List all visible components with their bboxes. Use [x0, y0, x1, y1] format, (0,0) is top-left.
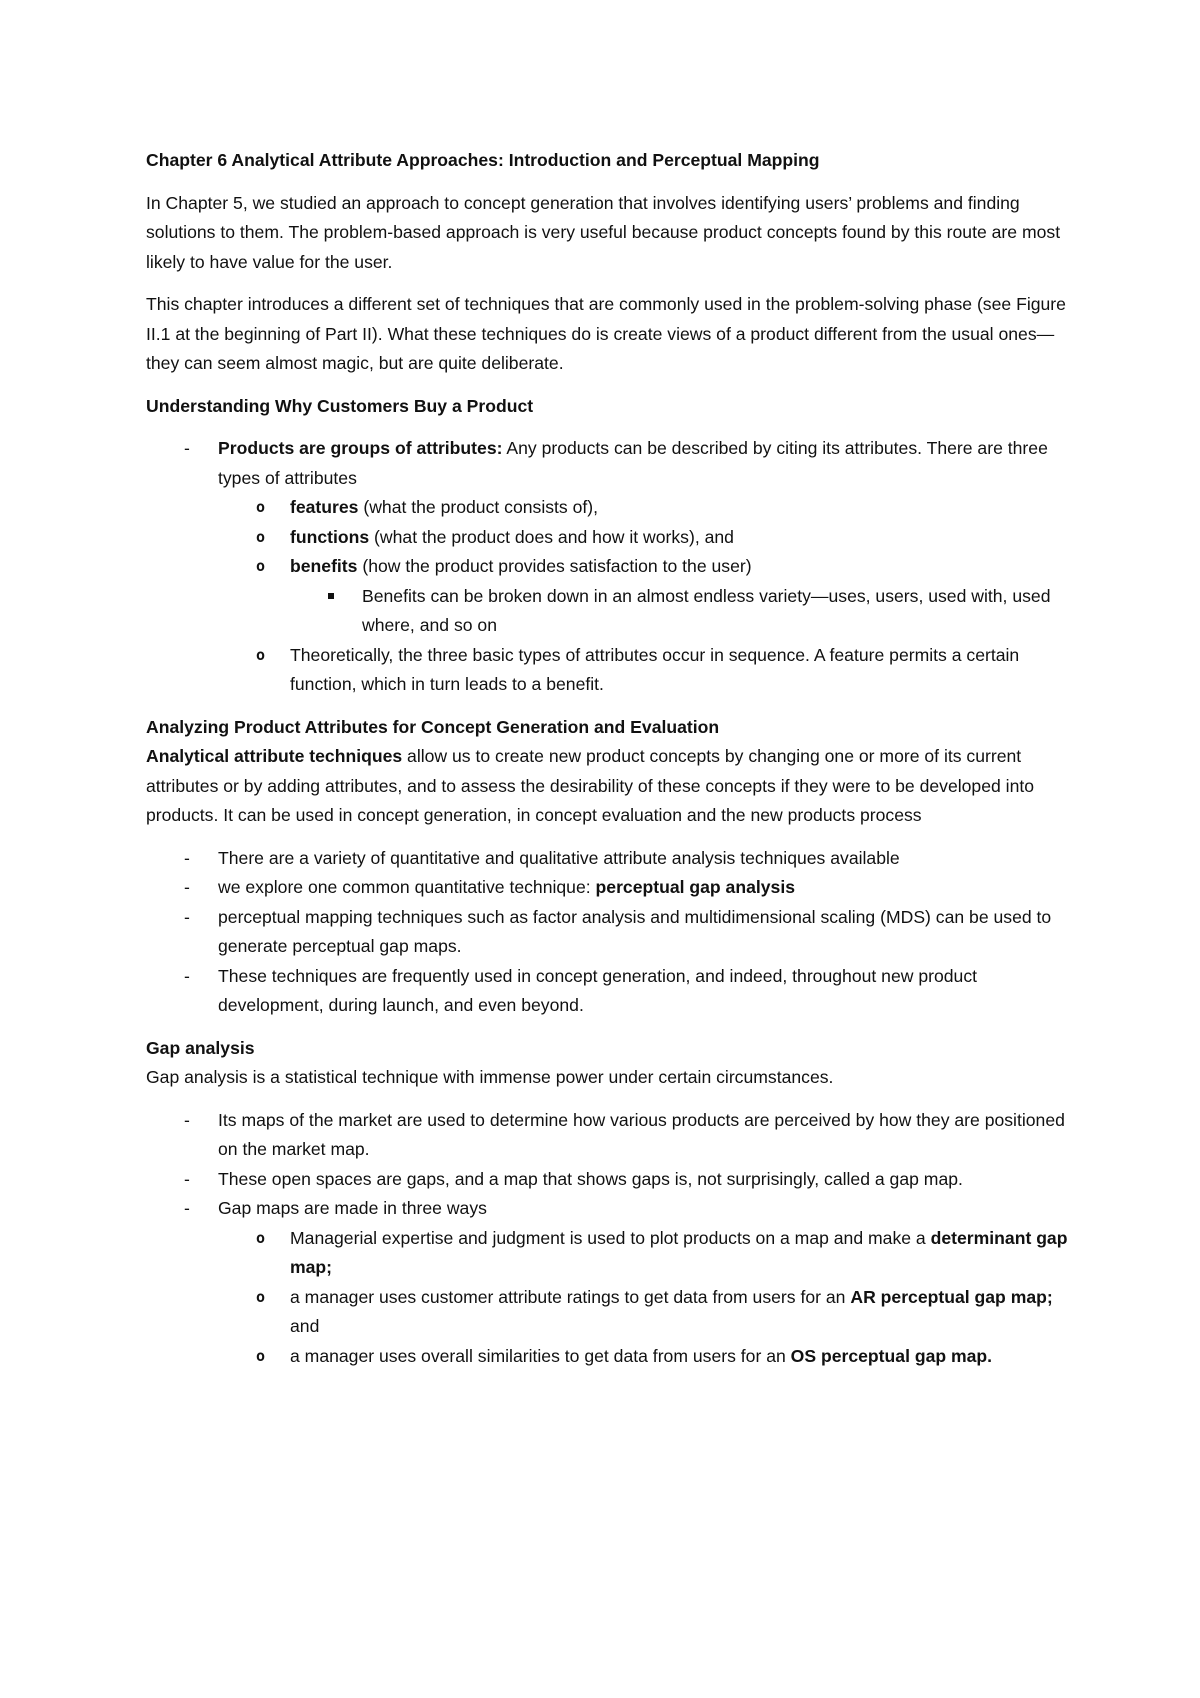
list-text: Its maps of the market are used to determine how various products are perceived by how they are positioned on the market map. [218, 1109, 1065, 1159]
square-bullet-icon [328, 593, 334, 599]
benefit-detail: Benefits can be broken down in an almost endless variety—uses, users, used with, used where, and so on [362, 585, 1051, 635]
benefits-sublist [290, 582, 1076, 641]
list-text: There are a variety of quantitative and qualitative attribute analysis techniques available [218, 847, 900, 868]
attributes-list [146, 434, 1076, 700]
list-item [146, 962, 1076, 1021]
document-page [146, 146, 1076, 1371]
sequence-text: Theoretically, the three basic types of attributes occur in sequence. A feature permits a certain function, which in turn leads to a benefit. [290, 644, 1020, 694]
type-term: features [290, 497, 359, 517]
list-bold-term: perceptual gap analysis [595, 877, 796, 897]
analytical-description: allow us to create new product concepts by changing one or more of its current attributes or by adding attributes, and to assess the desirability of these concepts if they were to be developed into products. It can be used in concept generation, in concept evaluation and the new products process [146, 746, 1035, 825]
attributes-description: Any products can be described by citing its attributes. There are three types of attributes [218, 438, 1048, 488]
list-item [218, 1224, 1076, 1283]
dash-bullet: - [184, 1109, 190, 1130]
list-item [146, 1165, 1076, 1195]
list-item [146, 1106, 1076, 1165]
list-item [146, 903, 1076, 962]
list-item [218, 493, 1076, 523]
dash-bullet: - [184, 847, 190, 868]
list-item [146, 873, 1076, 903]
list-text: These open spaces are gaps, and a map that shows gaps is, not surprisingly, called a gap map. [218, 1168, 963, 1189]
way-text: a manager uses customer attribute ratings to get data from users for an [290, 1286, 851, 1307]
dash-bullet: - [184, 1198, 190, 1218]
circle-bullet: o [256, 527, 266, 546]
way-text: Managerial expertise and judgment is used to plot products on a map and make a [290, 1227, 931, 1248]
dash-bullet: - [184, 965, 190, 986]
way-bold-term: determinant gap map; [290, 1227, 1068, 1277]
list-item [146, 434, 1076, 700]
type-description: (how the product provides satisfaction to the user) [357, 556, 752, 576]
techniques-list [146, 844, 1076, 1021]
intro-paragraph-1: In Chapter 5, we studied an approach to concept generation that involves identifying users’ problems and finding solutions to them. The problem-based approach is very useful because product concepts found by this route are most likely to have value for the user. [146, 192, 1061, 272]
list-item [290, 582, 1076, 641]
gap-map-ways-list [218, 1224, 1076, 1372]
analytical-term: Analytical attribute techniques [146, 746, 403, 766]
way-text: a manager uses overall similarities to get data from users for an [290, 1345, 791, 1366]
way-bold-term: OS perceptual gap map. [790, 1345, 993, 1366]
list-item [218, 1342, 1076, 1372]
chapter-title: Chapter 6 Analytical Attribute Approaches: Introduction and Perceptual Mapping [146, 150, 820, 170]
list-item [218, 641, 1076, 700]
list-text: we explore one common quantitative technique: [218, 877, 596, 897]
section-heading-understanding: Understanding Why Customers Buy a Product [146, 395, 534, 416]
circle-bullet: o [256, 1228, 266, 1247]
dash-bullet: - [184, 906, 190, 927]
list-text: These techniques are frequently used in concept generation, and indeed, throughout new product development, during launch, and even beyond. [218, 965, 978, 1015]
section-heading-gap-analysis: Gap analysis [146, 1037, 255, 1058]
analytical-paragraph [146, 742, 1076, 831]
way-tail: and [290, 1316, 320, 1336]
circle-bullet: o [256, 645, 266, 664]
attribute-types-list [218, 493, 1076, 700]
circle-bullet: o [256, 1346, 266, 1365]
dash-bullet: - [184, 1168, 190, 1189]
circle-bullet: o [256, 498, 266, 516]
list-item [146, 844, 1076, 874]
type-description: (what the product consists of), [358, 497, 599, 517]
way-bold-term: AR perceptual gap map; [850, 1286, 1053, 1307]
type-term: functions [290, 526, 370, 547]
list-text: perceptual mapping techniques such as factor analysis and multidimensional scaling (MDS) can be used to generate perceptual gap maps. [218, 906, 1052, 956]
dash-bullet: - [184, 877, 190, 897]
attributes-term: Products are groups of attributes: [218, 438, 503, 458]
list-text: Gap maps are made in three ways [218, 1198, 487, 1218]
list-item [218, 523, 1076, 553]
intro-paragraph-2: This chapter introduces a different set of techniques that are commonly used in the problem-solving phase (see Figure II.1 at the beginning of Part II). What these techniques do is create views of a product different from the usual ones—they can seem almost magic, but are quite deliberate. [146, 294, 1066, 373]
circle-bullet: o [256, 1287, 266, 1306]
section-heading-analyzing: Analyzing Product Attributes for Concept Generation and Evaluation [146, 716, 720, 737]
type-description: (what the product does and how it works), and [369, 526, 734, 547]
gap-maps-list [146, 1106, 1076, 1372]
circle-bullet: o [256, 557, 266, 575]
gap-analysis-paragraph: Gap analysis is a statistical technique with immense power under certain circumstances. [146, 1067, 834, 1087]
list-item [218, 552, 1076, 641]
list-item [146, 1194, 1076, 1371]
type-term: benefits [290, 556, 358, 576]
list-item [218, 1283, 1076, 1342]
dash-bullet: - [184, 438, 190, 458]
